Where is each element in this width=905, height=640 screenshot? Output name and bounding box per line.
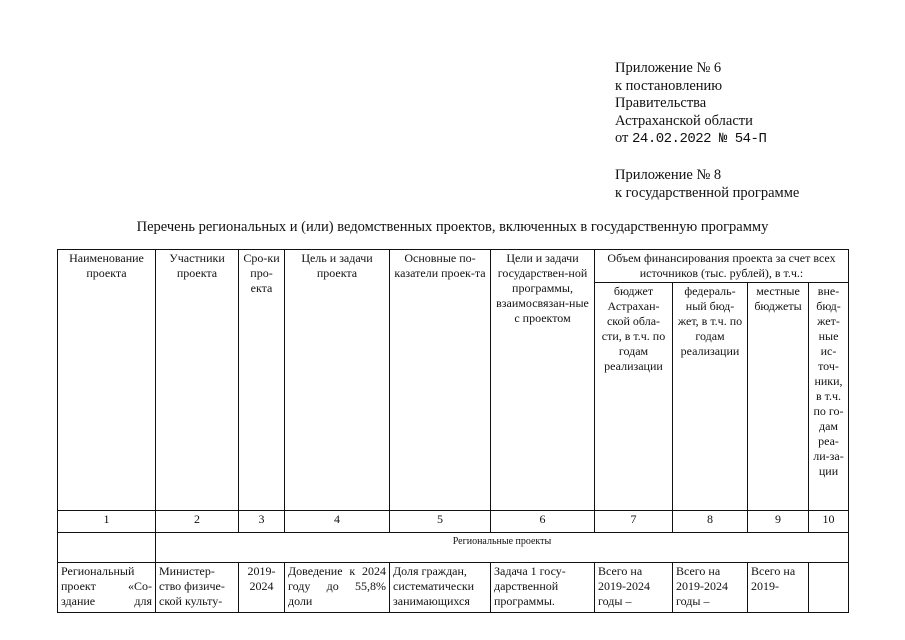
column-number: 4 <box>285 511 390 533</box>
projects-table <box>57 249 849 613</box>
appendix-date-line <box>615 130 766 149</box>
cell-local-budgets: Всего на 2019- <box>748 563 809 613</box>
appendix2-line: Приложение № 8 <box>615 167 722 183</box>
document-title: Перечень региональных и (или) ведомственных проектов, включенных в государственную программу <box>136 219 769 235</box>
column-number: 6 <box>491 511 595 533</box>
column-number: 8 <box>673 511 748 533</box>
header-extra-budget: вне-бюд-жет-ные ис-точ-ники, в т.ч. по го-дам реа-ли-за-ции <box>809 283 849 511</box>
table-row <box>58 563 849 613</box>
cell-regional-budget: Всего на 2019-2024 годы – <box>595 563 673 613</box>
header-federal-budget: федераль-ный бюд-жет, в т.ч. по годам реализации <box>673 283 748 511</box>
column-number: 1 <box>58 511 156 533</box>
column-number: 9 <box>748 511 809 533</box>
decree-date-number: 24.02.2022 № 54-П <box>632 131 767 147</box>
column-number: 10 <box>809 511 849 533</box>
header-funding: Объем финансирования проекта за счет всех источников (тыс. рублей), в т.ч.: <box>595 250 849 283</box>
cell-project-name: Региональный проект «Со-здание для <box>58 563 156 613</box>
column-number: 2 <box>156 511 239 533</box>
cell-indicators: Доля граждан, систематически занимающихся <box>390 563 491 613</box>
header-project-name: Наименование проекта <box>58 250 156 511</box>
appendix2-line: к государственной программе <box>615 184 800 201</box>
section-row <box>58 533 849 563</box>
cell-participants: Министер-ство физиче-ской культу- <box>156 563 239 613</box>
cell-extra-budget <box>809 563 849 613</box>
appendix-block <box>615 60 766 149</box>
cell-program-goals: Задача 1 госу-дарственной программы. <box>491 563 595 613</box>
header-program-goals: Цели и задачи государствен-ной программы, взаимосвязан-ные с проектом <box>491 250 595 511</box>
appendix-line: Астраханской области <box>615 112 753 129</box>
appendix-line: Приложение № 6 <box>615 60 722 76</box>
header-regional-budget: бюджет Астрахан-ской обла-сти, в т.ч. по годам реализации <box>595 283 673 511</box>
date-prefix: от <box>615 130 629 146</box>
column-number: 5 <box>390 511 491 533</box>
cell-federal-budget: Всего на 2019-2024 годы – <box>673 563 748 613</box>
column-number: 3 <box>239 511 285 533</box>
appendix-line: к постановлению <box>615 77 723 94</box>
appendix2-block <box>615 167 799 202</box>
appendix-line: Правительства <box>615 95 707 111</box>
header-goals: Цель и задачи проекта <box>285 250 390 511</box>
header-participants: Участники проекта <box>156 250 239 511</box>
section-title: Региональные проекты <box>156 533 849 563</box>
column-numbers-row <box>58 511 849 533</box>
header-row <box>58 250 849 283</box>
cell-goals: Доведение к 2024 году до 55,8% доли <box>285 563 390 613</box>
header-indicators: Основные по-казатели проек-та <box>390 250 491 511</box>
header-terms: Сро-ки про-екта <box>239 250 285 511</box>
cell-terms: 2019-2024 <box>239 563 285 613</box>
column-number: 7 <box>595 511 673 533</box>
header-local-budgets: местные бюджеты <box>748 283 809 511</box>
